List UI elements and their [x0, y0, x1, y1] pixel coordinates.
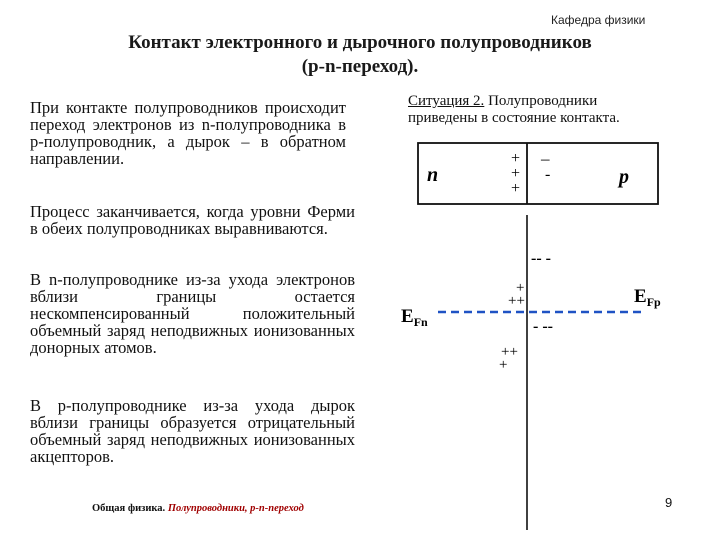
situation-text-line1: Полупроводники [488, 93, 598, 109]
lower-plus-charge-1: ++ [501, 344, 518, 360]
footer-topic: Полупроводники, p-n-переход [167, 503, 304, 514]
minus-charge-2: - [545, 166, 551, 183]
footer-course: Общая физика. [92, 503, 166, 514]
minus-charge-1: – [541, 149, 550, 168]
paragraph-n-semiconductor: В n-полупроводнике из-за ухода электронов вблизи границы остается нескомпенсированный положительный объемный заряд неподвижных ионизованных донорных атомов. [30, 270, 355, 357]
paragraph-contact: При контакте полупроводников происходит переход электронов из n-полупроводника в p-полупроводник, а дырок – в обратном направлении. [30, 98, 346, 168]
department-label: Кафедра физики [551, 13, 646, 27]
plus-charge-1: + [511, 150, 521, 167]
lower-minus-charges: - -- [533, 318, 553, 335]
footer [92, 503, 304, 514]
plus-charge-2: + [511, 165, 521, 182]
fermi-level-n-label: $E_{Fn}$ [401, 306, 428, 329]
situation-text-line2: приведены в состояние контакта. [408, 110, 620, 126]
n-region-label: n [427, 164, 439, 186]
page-number: 9 [665, 495, 673, 510]
upper-plus-charge-2: ++ [508, 293, 525, 309]
upper-minus-charges: -- - [531, 250, 551, 267]
upper-plus-charge-1: + [516, 280, 525, 296]
plus-charge-3: + [511, 180, 521, 197]
slide-subtitle: (p-n-переход). [301, 56, 419, 77]
slide-title: Контакт электронного и дырочного полупроводников [128, 32, 592, 53]
paragraph-p-semiconductor: В p-полупроводнике из-за ухода дырок вблизи границы образуется отрицательный объемный заряд неподвижных ионизованных акцепторов. [30, 396, 355, 466]
fermi-level-p-label: $E_{Fp}$ [634, 286, 661, 309]
situation-label: Ситуация 2. [408, 93, 485, 109]
paragraph-fermi-levels: Процесс заканчивается, когда уровни Ферми в обеих полупроводниках выравниваются. [30, 202, 355, 238]
p-region-label: p [619, 166, 629, 188]
lower-plus-charge-2: + [499, 357, 508, 373]
